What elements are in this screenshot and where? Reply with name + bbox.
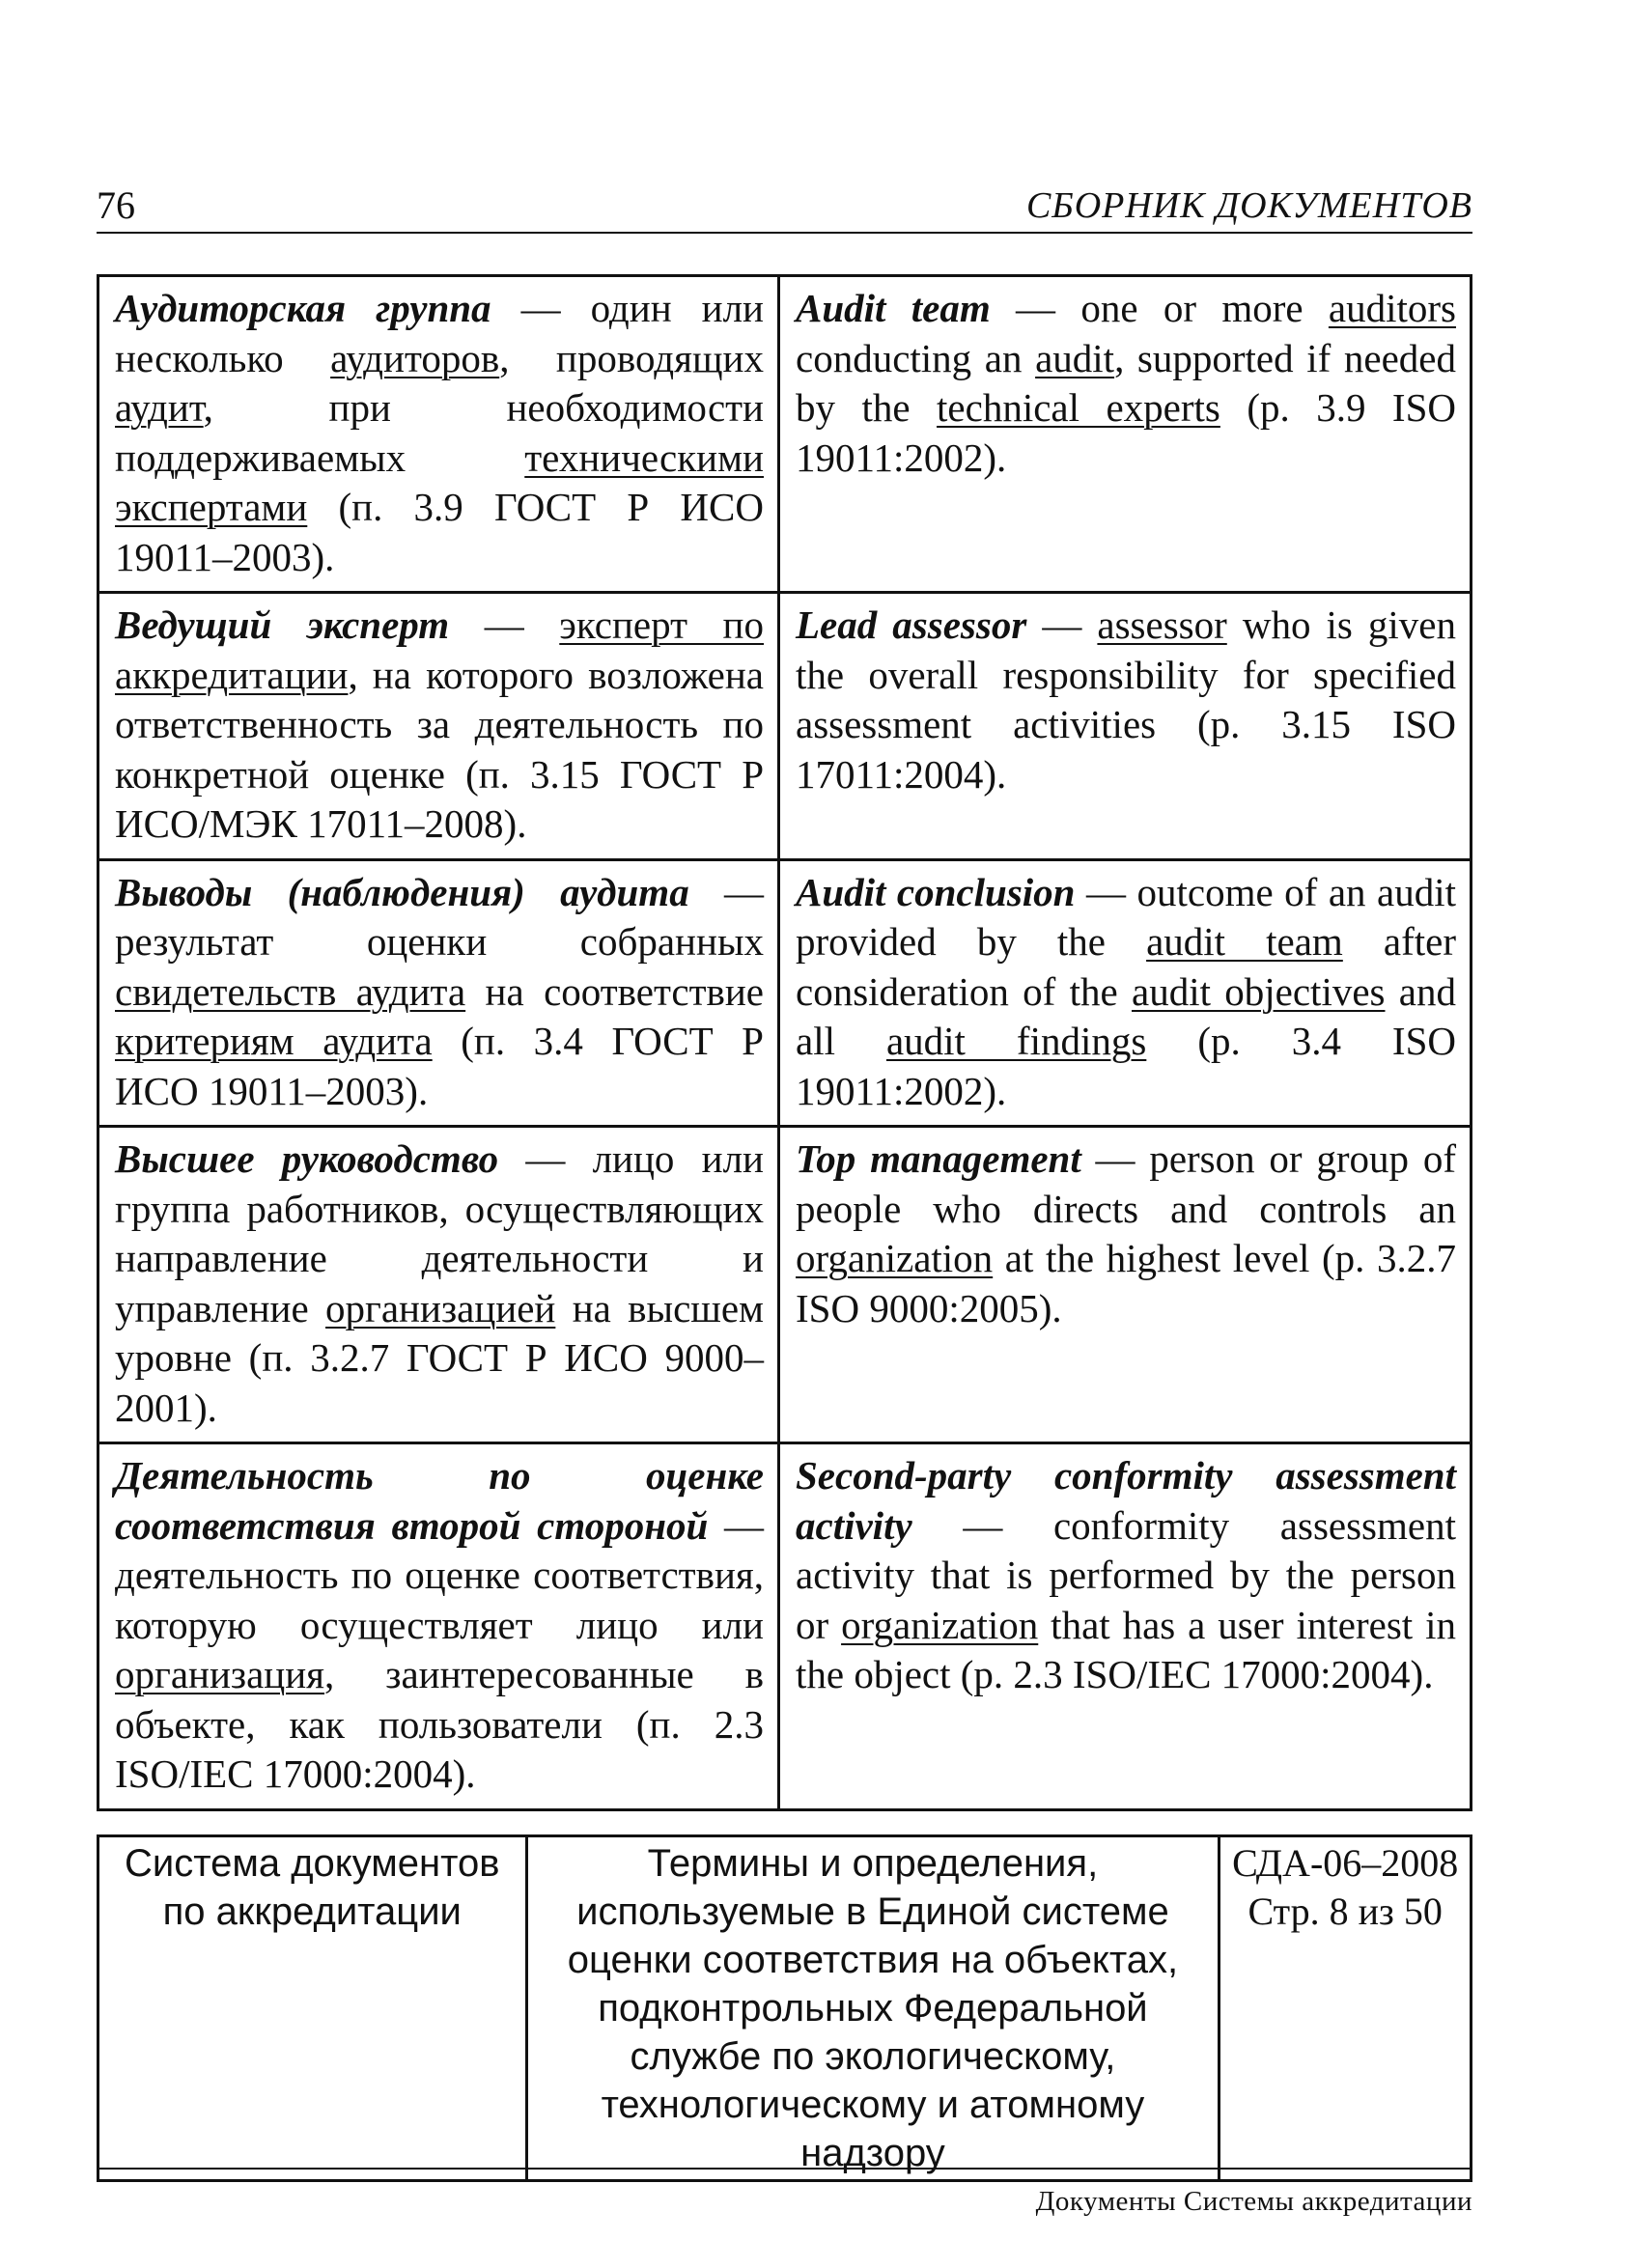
definition-text: (p. 3.4 ISO 19011:2002). [796, 1019, 1456, 1113]
footer-page: Стр. 8 из 50 [1248, 1890, 1443, 1933]
glossary-row [98, 1127, 1472, 1443]
term-name: Audit team [796, 286, 991, 330]
definition-text: — результат оценки собранных [115, 869, 765, 964]
definition-text: — [1026, 602, 1098, 647]
term-name: Аудиторская группа [115, 286, 491, 330]
definition-en [779, 1127, 1472, 1443]
definition-text: на высшем уровне (п. 3.2.7 ГОСТ Р ИСО 9000–2001). [115, 1285, 764, 1430]
definition-en [779, 1443, 1472, 1810]
glossary-row [98, 276, 1472, 593]
term-reference: assessor [1097, 602, 1227, 647]
definition-text: and all [796, 968, 1456, 1063]
definition-text: — [449, 602, 560, 647]
term-reference: organization [841, 1602, 1039, 1647]
term-reference: эксперт по аккредитации [115, 602, 765, 697]
definition-text: — conformity assessment activity that is performed by the person or [796, 1502, 1456, 1647]
footer-row [98, 1836, 1472, 2181]
term-name: Audit conclusion [796, 869, 1076, 914]
definition-text: , на которого возложена ответственность за деятельность по конкретной оценке (п. 3.15 ГОСТ Р ИСО/МЭК 17011–2008). [115, 652, 764, 846]
definition-text: на соответствие [465, 968, 764, 1014]
definition-en [779, 859, 1472, 1127]
definition-en [779, 593, 1472, 860]
glossary-row [98, 593, 1472, 860]
term-reference: audit findings [885, 1019, 1147, 1063]
glossary-body [98, 276, 1472, 1810]
bottom-caption: Документы Системы аккредитации [1035, 2186, 1472, 2217]
definition-text: that has a user interest in the object (p. 2.3 ISO/IEC 17000:2004). [796, 1602, 1456, 1696]
footer-code: СДА-06–2008 [1232, 1841, 1459, 1885]
term-name: Second-party conformity assessment activity [796, 1453, 1456, 1548]
definition-ru [98, 276, 779, 593]
glossary-row [98, 1443, 1472, 1810]
term-reference: audit [1035, 335, 1115, 380]
definition-text: , supported if needed by the [796, 335, 1456, 430]
definition-text: , проводящих [499, 335, 764, 380]
page-number: 76 [97, 183, 135, 227]
definition-ru [98, 859, 779, 1127]
definition-text: (п. 3.4 ГОСТ Р ИСО 19011–2003). [115, 1019, 764, 1113]
definition-text: , при необходимости поддерживаемых [115, 385, 764, 480]
term-name: Выводы (наблюдения) аудита [115, 869, 689, 914]
bottom-rule [97, 2168, 1472, 2170]
term-reference: техническими экспертами [115, 434, 764, 529]
term-reference: критериям аудита [115, 1019, 433, 1063]
term-reference: organization [796, 1236, 994, 1280]
definition-text: conducting an [796, 335, 1036, 380]
term-reference: организацией [325, 1285, 556, 1330]
definition-text: — деятельность по оценке соответствия, которую осуществляет лицо или [115, 1502, 764, 1647]
definition-text: who is given the overall responsibility for specified assessment activities (p. 3.15 ISO 17011:2004). [796, 602, 1457, 797]
term-reference: аудит [115, 385, 204, 430]
definition-text: — лицо или группа работников, осуществляющих направление деятельности и управление [115, 1136, 764, 1330]
definition-ru [98, 1127, 779, 1443]
term-reference: аудиторов [330, 335, 500, 380]
footer-code-cell [1220, 1836, 1472, 2181]
definition-text: — one or more [990, 286, 1329, 330]
definition-text: , заинтересованные в объекте, как пользователи (п. 2.3 ISO/IEC 17000:2004). [115, 1652, 764, 1796]
definition-text: (п. 3.9 ГОСТ Р ИСО 19011–2003). [115, 485, 764, 579]
glossary-table [97, 274, 1472, 1811]
definition-ru [98, 1443, 779, 1810]
glossary-row [98, 859, 1472, 1127]
term-name: Lead assessor [796, 602, 1027, 647]
definition-text: after consideration of the [796, 919, 1456, 1014]
definition-text: — один или несколько [115, 286, 764, 380]
term-reference: auditors [1328, 286, 1456, 330]
definition-en [779, 276, 1472, 593]
term-name: Top management [796, 1136, 1081, 1181]
page-header [97, 182, 1472, 234]
definition-text: — outcome of an audit provided by the [796, 869, 1456, 964]
document-footer-table [97, 1834, 1472, 2182]
footer-system: Система документов по аккредитации [98, 1836, 527, 2181]
definition-ru [98, 593, 779, 860]
definition-text: — person or group of people who directs and controls an [796, 1136, 1456, 1231]
term-reference: свидетельств аудита [115, 968, 466, 1014]
running-title: СБОРНИК ДОКУМЕНТОВ [1025, 185, 1472, 226]
term-reference: audit team [1146, 919, 1343, 964]
definition-text: (p. 3.9 ISO 19011:2002). [796, 385, 1456, 480]
term-reference: audit objectives [1132, 968, 1386, 1014]
term-name: Деятельность по оценке соответствия второй стороной [115, 1453, 764, 1548]
term-reference: организация [115, 1652, 325, 1696]
term-name: Ведущий эксперт [115, 602, 450, 647]
term-name: Высшее руководство [115, 1136, 499, 1181]
footer-title: Термины и определения, используемые в Единой системе оценки соответствия на объектах, подконтрольных Федеральной службе по экологическому, технологическому и атомному надзору [526, 1836, 1220, 2181]
definition-text: at the highest level (p. 3.2.7 ISO 9000:2005). [796, 1236, 1456, 1330]
term-reference: technical experts [937, 385, 1220, 430]
